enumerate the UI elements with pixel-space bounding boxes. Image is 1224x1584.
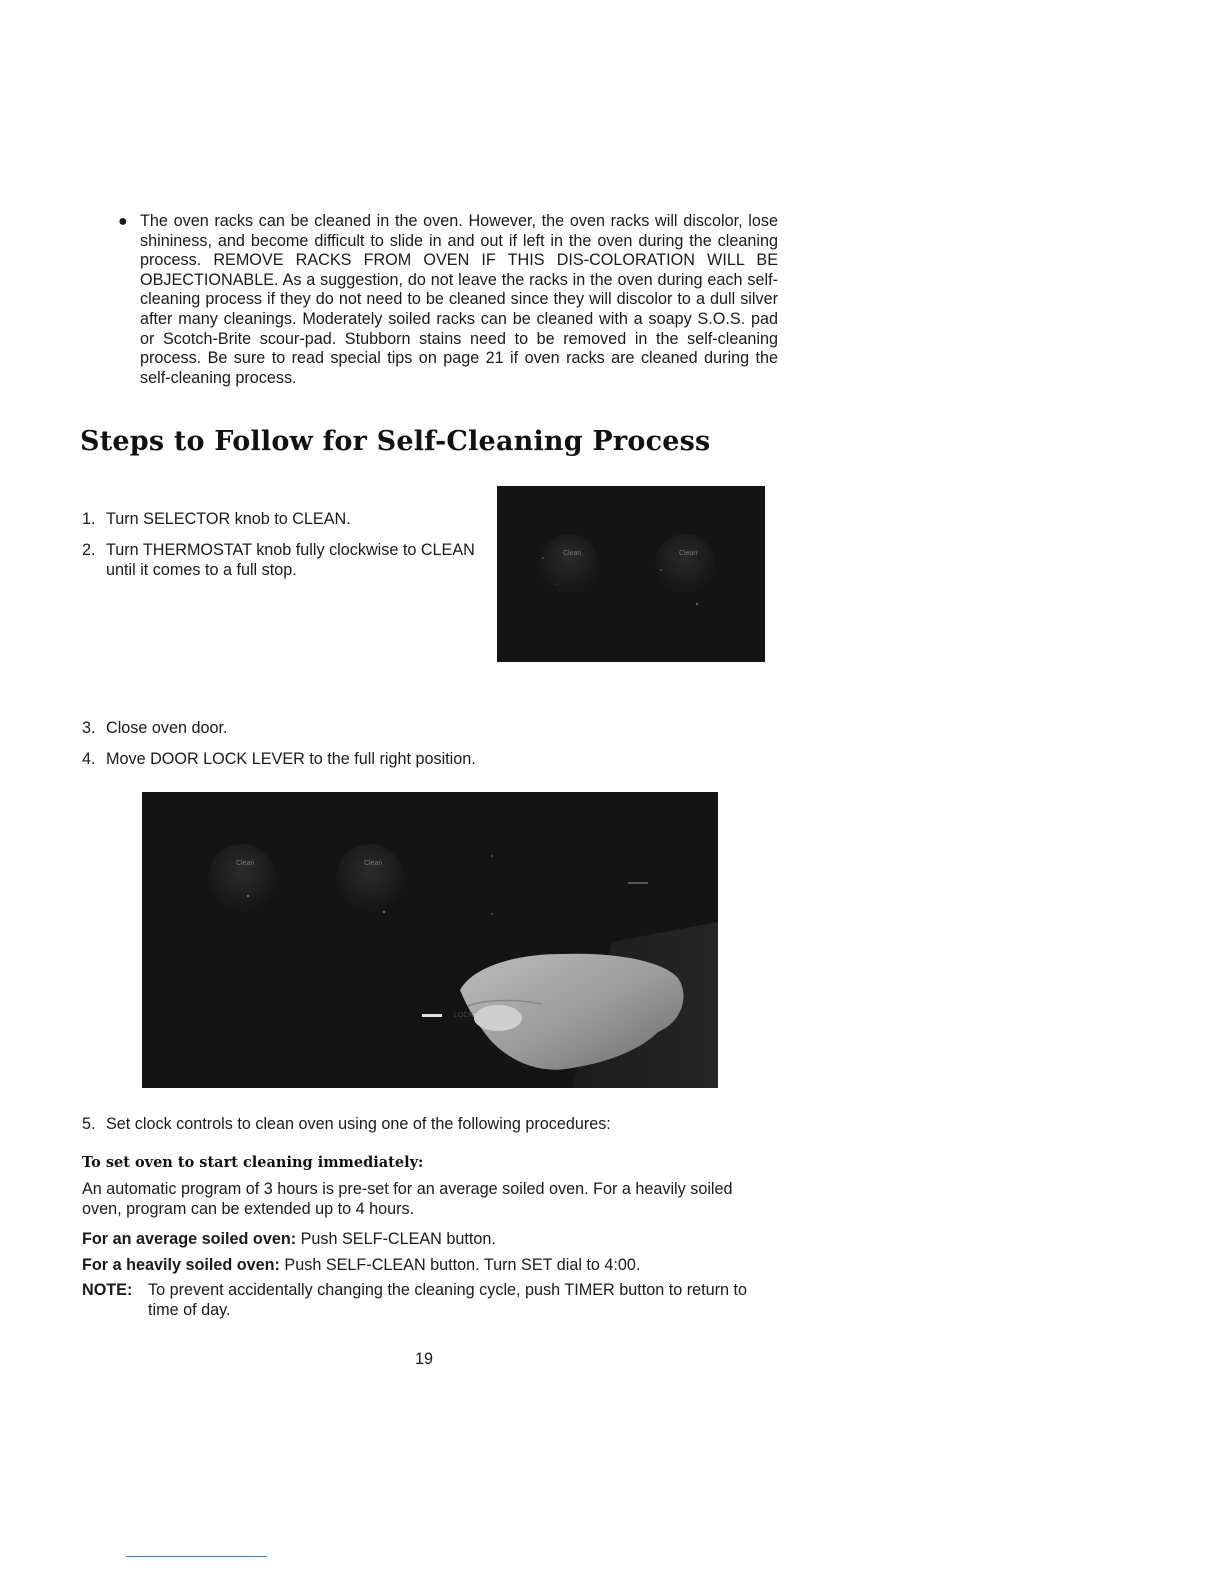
selector-knob-label: Clean	[563, 550, 582, 557]
average-soiled-text: Push SELF-CLEAN button.	[300, 1230, 496, 1248]
rack-cleaning-bullet	[118, 212, 778, 388]
step-text: Turn THERMOSTAT knob fully clockwise to CLEAN until it comes to a full stop.	[106, 541, 475, 579]
lock-label: LOCK	[454, 1012, 474, 1019]
start-immediately-subheading: To set oven to start cleaning immediately:	[82, 1154, 424, 1171]
door-lock-illustration	[142, 792, 718, 1088]
door-lock-lever-icon	[422, 1014, 442, 1017]
step-text: Move DOOR LOCK LEVER to the full right position.	[106, 750, 476, 768]
thermostat-knob-label: Clean	[679, 550, 698, 557]
note	[82, 1281, 782, 1320]
control-knobs-illustration	[497, 486, 765, 662]
footer-divider	[126, 1556, 267, 1557]
average-soiled-label: For an average soiled oven:	[82, 1230, 297, 1248]
thermostat-knob-icon	[655, 534, 715, 594]
step-text: Turn SELECTOR knob to CLEAN.	[106, 510, 351, 528]
selector-knob-icon	[539, 534, 599, 594]
step-number: 4.	[82, 750, 96, 768]
control-knobs-photo	[497, 486, 765, 662]
program-description: An automatic program of 3 hours is pre-set for an average soiled oven. For a heavily soiled oven, program can be extended up to 4 hours.	[82, 1180, 733, 1218]
step-number: 5.	[82, 1115, 96, 1133]
note-label: NOTE:	[82, 1281, 133, 1299]
selector-knob-icon	[208, 844, 276, 912]
heavily-soiled-text: Push SELF-CLEAN button. Turn SET dial to 4:00.	[284, 1256, 641, 1274]
heavily-soiled-instruction	[82, 1256, 772, 1276]
average-soiled-instruction	[82, 1230, 772, 1250]
selector-knob-label: Clean	[236, 860, 255, 867]
step-text: Close oven door.	[106, 719, 228, 737]
step-1	[82, 510, 482, 530]
door-lock-lever-photo	[142, 792, 718, 1088]
step-number: 1.	[82, 510, 96, 528]
thermostat-knob-icon	[336, 844, 404, 912]
bullet-dot-icon: ●	[118, 213, 128, 230]
section-title: Steps to Follow for Self-Cleaning Process	[80, 426, 711, 457]
heavily-soiled-label: For a heavily soiled oven:	[82, 1256, 280, 1274]
thermostat-knob-label: Clean	[364, 860, 383, 867]
page-number: 19	[415, 1350, 434, 1368]
step-4	[82, 750, 682, 770]
step-number: 3.	[82, 719, 96, 737]
step-5	[82, 1115, 782, 1135]
step-text: Set clock controls to clean oven using one of the following procedures:	[106, 1115, 611, 1133]
step-2	[82, 541, 482, 580]
note-text: To prevent accidentally changing the cleaning cycle, push TIMER button to return to time of day.	[148, 1281, 747, 1319]
step-3	[82, 719, 582, 739]
bullet-text: The oven racks can be cleaned in the oven. However, the oven racks will discolor, lose shininess, and become difficult to slide in and out if left in the oven during the cleaning process. REMOVE RACKS FROM OVEN IF THIS DIS-COLORATION WILL BE OBJECTIONABLE. As a suggestion, do not leave the racks in the oven during each self-cleaning process if they do not need to be cleaned since they will discolor to a dull silver after many cleanings. Moderately soiled racks can be cleaned with a soapy S.O.S. pad or Scotch-Brite scour-pad. Stubborn stains need to be removed in the self-cleaning process. Be sure to read special tips on page 21 if oven racks are cleaned during the self-cleaning process.	[140, 212, 778, 387]
step-number: 2.	[82, 541, 96, 559]
